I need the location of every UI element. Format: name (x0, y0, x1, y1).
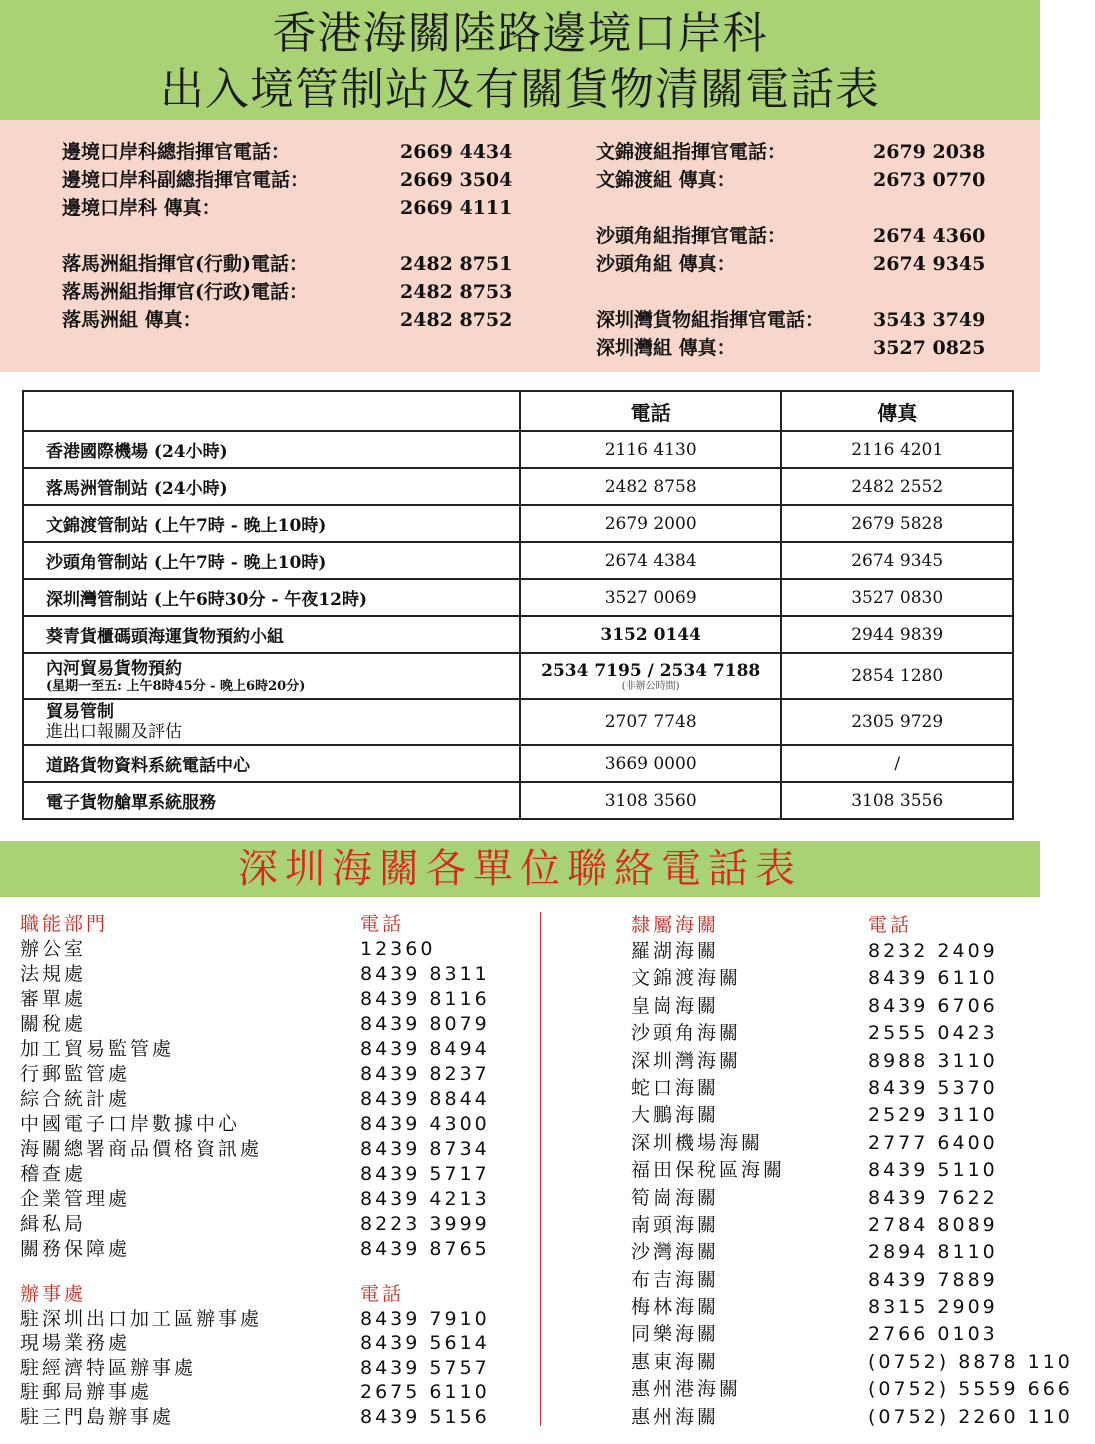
contact-label: 深圳灣組 傳真： (596, 337, 736, 359)
list-item (20, 1187, 520, 1212)
contact-label: 文錦渡組指揮官電話： (596, 141, 787, 163)
table-row (23, 653, 1013, 699)
shenzhen-title: 深圳海關各單位聯絡電話表 (238, 846, 802, 892)
row-fax: 2116 4201 (781, 431, 1013, 468)
item-name: 沙頭角海關 (631, 1022, 742, 1045)
list-item (20, 1062, 520, 1087)
item-phone: 8439 8079 (360, 1013, 490, 1035)
item-phone: 2555 0423 (868, 1022, 998, 1045)
item-phone: 8223 3999 (360, 1213, 490, 1235)
item-name: 羅湖海關 (631, 940, 720, 962)
item-phone: 12360 (360, 938, 436, 960)
row-name-sub: (星期一至五: 上午8時45分 - 晚上6時20分) (46, 678, 306, 694)
list-item (20, 1087, 520, 1112)
list-item (20, 1237, 520, 1262)
contact-label: 落馬洲組 傳真： (62, 309, 202, 331)
item-phone: (0752) 2260 110 (868, 1405, 1073, 1428)
item-phone: 2784 8089 (868, 1213, 998, 1236)
item-name: 惠東海關 (631, 1350, 720, 1373)
row-name-main: 貿易管制 (46, 702, 114, 722)
item-phone: 8439 7910 (360, 1308, 490, 1330)
item-phone: 8439 5370 (868, 1076, 998, 1099)
item-phone: 2766 0103 (868, 1323, 998, 1346)
table-header-fax: 傳真 (781, 391, 1013, 431)
row-fax: 2305 9729 (781, 699, 1013, 745)
row-name: 電子貨物艙單系統服務 (23, 782, 520, 819)
item-phone: 8439 8116 (360, 988, 490, 1010)
contact-label: 邊境口岸科副總指揮官電話： (62, 169, 310, 191)
item-phone: 8439 8494 (360, 1038, 490, 1060)
row-fax: 2482 2552 (781, 468, 1013, 505)
row-name-main: 內河貿易貨物預約 (46, 658, 182, 679)
item-phone: 8439 8311 (360, 963, 490, 985)
item-name: 海關總署商品價格資訊處 (20, 1138, 263, 1160)
contact-label: 落馬洲組指揮官(行政)電話： (62, 281, 308, 303)
item-phone: 8988 3110 (868, 1049, 998, 1072)
department-list (20, 912, 520, 1429)
item-name: 布吉海關 (631, 1268, 720, 1291)
table-row (23, 616, 1013, 653)
contact-value: 2673 0770 (873, 169, 986, 191)
list-item (20, 962, 520, 987)
list-header (631, 912, 1081, 938)
item-phone: 8439 8237 (360, 1063, 490, 1085)
row-phone-note: (非辦公時間) (621, 680, 680, 692)
list-item (631, 1048, 1081, 1075)
list-header (20, 1282, 520, 1307)
table-row (23, 431, 1013, 468)
item-phone: 8439 4300 (360, 1113, 490, 1135)
item-name: 行郵監管處 (20, 1063, 131, 1085)
row-name: 深圳灣管制站 (上午6時30分 - 午夜12時) (23, 579, 520, 616)
contact-label: 落馬洲組指揮官(行動)電話： (62, 253, 308, 275)
item-phone: 8439 5717 (360, 1163, 490, 1185)
list-item (631, 938, 1081, 965)
list-item (20, 1405, 520, 1429)
item-name: 法規處 (20, 963, 87, 985)
row-phone: 3108 3560 (520, 782, 781, 819)
row-name: 落馬洲管制站 (24小時) (23, 468, 520, 505)
contact-value: 2482 8753 (400, 281, 513, 303)
row-name: 香港國際機場 (24小時) (23, 431, 520, 468)
page-title: 香港海關陸路邊境口岸科 (272, 8, 768, 59)
contact-label: 邊境口岸科 傳真： (62, 197, 221, 219)
list-item (631, 1321, 1081, 1348)
item-name: 駐深圳出口加工區辦事處 (20, 1308, 263, 1330)
item-name: 文錦渡海關 (631, 967, 742, 990)
list-item (631, 993, 1081, 1020)
item-name: 大鵬海關 (631, 1104, 720, 1127)
row-name: 沙頭角管制站 (上午7時 - 晚上10時) (23, 542, 520, 579)
item-phone: 2675 6110 (360, 1381, 490, 1404)
table-row (23, 745, 1013, 782)
item-name: 綜合統計處 (20, 1088, 131, 1110)
row-name: 葵青貨櫃碼頭海運貨物預約小組 (23, 616, 520, 653)
list-header (20, 912, 520, 937)
list-item (631, 965, 1081, 992)
contact-value: 2674 4360 (873, 225, 986, 247)
contact-value: 3543 3749 (873, 309, 986, 331)
item-name: 現場業務處 (20, 1332, 131, 1355)
table-header-row (23, 391, 1013, 431)
row-fax: 2854 1280 (781, 653, 1013, 699)
row-phone-main: 2534 7195 / 2534 7188 (541, 660, 761, 681)
item-name: 南頭海關 (631, 1213, 720, 1236)
item-name: 緝私局 (20, 1213, 87, 1235)
row-fax: 3108 3556 (781, 782, 1013, 819)
list-item (20, 1162, 520, 1187)
row-fax: 2944 9839 (781, 616, 1013, 653)
row-phone (520, 653, 781, 699)
item-phone: 8315 2909 (868, 1296, 998, 1319)
list-item (631, 1130, 1081, 1157)
contact-value: 2669 4434 (400, 141, 513, 163)
table-header-blank (23, 391, 520, 431)
item-phone: 8439 8844 (360, 1088, 490, 1110)
row-phone: 2679 2000 (520, 505, 781, 542)
row-fax: 3527 0830 (781, 579, 1013, 616)
item-name: 深圳灣海關 (631, 1049, 742, 1072)
phone-header: 電話 (868, 914, 913, 936)
sub-header: 隸屬海關 (631, 914, 720, 936)
row-phone: 2674 4384 (520, 542, 781, 579)
table-row (23, 542, 1013, 579)
control-points-table (22, 390, 1014, 820)
row-phone: 3527 0069 (520, 579, 781, 616)
list-item (631, 1376, 1081, 1403)
item-phone: (0752) 8878 110 (868, 1350, 1073, 1373)
list-item (20, 1037, 520, 1062)
item-name: 企業管理處 (20, 1188, 131, 1210)
list-item (631, 1102, 1081, 1129)
list-item (631, 1185, 1081, 1212)
table-row (23, 782, 1013, 819)
row-name (23, 699, 520, 745)
row-fax: 2679 5828 (781, 505, 1013, 542)
item-name: 駐郵局辦事處 (20, 1381, 153, 1404)
table-row (23, 579, 1013, 616)
contact-value: 3527 0825 (873, 337, 986, 359)
phone-header: 電話 (360, 1283, 405, 1305)
item-name: 福田保稅區海關 (631, 1159, 786, 1182)
item-name: 關務保障處 (20, 1238, 131, 1260)
item-name: 惠州海關 (631, 1405, 720, 1428)
row-name: 道路貨物資料系統電話中心 (23, 745, 520, 782)
item-name: 同樂海關 (631, 1323, 720, 1346)
row-name (23, 653, 520, 699)
table-row (23, 505, 1013, 542)
item-name: 辦公室 (20, 938, 87, 960)
item-name: 加工貿易監管處 (20, 1038, 175, 1060)
item-name: 蛇口海關 (631, 1076, 720, 1099)
item-phone: 8439 5757 (360, 1356, 490, 1379)
list-item (631, 1349, 1081, 1376)
item-name: 駐三門島辦事處 (20, 1405, 175, 1428)
item-name: 中國電子口岸數據中心 (20, 1113, 241, 1135)
item-phone: (0752) 5559 666 (868, 1378, 1073, 1401)
list-item (631, 1267, 1081, 1294)
item-name: 沙灣海關 (631, 1241, 720, 1264)
item-phone: 8439 5110 (868, 1159, 998, 1182)
item-phone: 8439 6110 (868, 967, 998, 990)
row-phone: 2116 4130 (520, 431, 781, 468)
office-header: 辦事處 (20, 1283, 87, 1305)
row-phone: 2707 7748 (520, 699, 781, 745)
contact-value: 2482 8752 (400, 309, 513, 331)
item-phone: 8439 5614 (360, 1332, 490, 1355)
item-phone: 2894 8110 (868, 1241, 998, 1264)
item-name: 審單處 (20, 988, 87, 1010)
item-phone: 8439 6706 (868, 994, 998, 1017)
item-phone: 2777 6400 (868, 1131, 998, 1154)
table-header-phone: 電話 (520, 391, 781, 431)
item-name: 深圳機場海關 (631, 1131, 764, 1154)
item-name: 駐經濟特區辦事處 (20, 1356, 197, 1379)
contact-label: 沙頭角組 傳真： (596, 253, 736, 275)
list-item (20, 1212, 520, 1237)
item-phone: 8439 7622 (868, 1186, 998, 1209)
row-phone: 3669 0000 (520, 745, 781, 782)
item-name: 惠州港海關 (631, 1378, 742, 1401)
list-item (631, 1404, 1081, 1431)
list-item (631, 1157, 1081, 1184)
list-item (631, 1294, 1081, 1321)
list-item (631, 1020, 1081, 1047)
row-fax: 2674 9345 (781, 542, 1013, 579)
item-phone: 8439 8765 (360, 1238, 490, 1260)
list-item (20, 1137, 520, 1162)
list-item (631, 1212, 1081, 1239)
item-phone: 8439 5156 (360, 1405, 490, 1428)
list-item (20, 1012, 520, 1037)
contact-value: 2669 3504 (400, 169, 513, 191)
contact-value: 2482 8751 (400, 253, 513, 275)
item-name: 筍崗海關 (631, 1186, 720, 1209)
table-row (23, 699, 1013, 745)
item-name: 皇崗海關 (631, 994, 720, 1017)
list-item (20, 1356, 520, 1380)
contact-label: 文錦渡組 傳真： (596, 169, 736, 191)
list-item (20, 1112, 520, 1137)
list-item (20, 1331, 520, 1355)
column-divider (540, 912, 541, 1426)
item-phone: 8439 8734 (360, 1138, 490, 1160)
list-item (20, 987, 520, 1012)
subordinate-list (631, 912, 1081, 1431)
contact-value: 2679 2038 (873, 141, 986, 163)
item-phone: 8439 7889 (868, 1268, 998, 1291)
item-name: 稽查處 (20, 1163, 87, 1185)
hk-contacts-panel (0, 120, 1040, 372)
item-name: 梅林海關 (631, 1296, 720, 1319)
list-item (20, 937, 520, 962)
list-item (631, 1239, 1081, 1266)
contact-value: 2669 4111 (400, 197, 513, 219)
row-phone: 3152 0144 (520, 616, 781, 653)
contact-label: 邊境口岸科總指揮官電話： (62, 141, 291, 163)
item-name: 關稅處 (20, 1013, 87, 1035)
contact-label: 深圳灣貨物組指揮官電話： (596, 309, 825, 331)
row-name-sub: 進出口報關及評估 (46, 722, 182, 742)
item-phone: 8232 2409 (868, 940, 998, 962)
row-name: 文錦渡管制站 (上午7時 - 晚上10時) (23, 505, 520, 542)
list-item (20, 1307, 520, 1331)
list-item (20, 1380, 520, 1404)
contact-label: 沙頭角組指揮官電話： (596, 225, 787, 247)
item-phone: 8439 4213 (360, 1188, 490, 1210)
phone-header: 電話 (360, 913, 405, 935)
page-subtitle: 出入境管制站及有關貨物清關電話表 (160, 64, 880, 115)
contact-value: 2674 9345 (873, 253, 986, 275)
row-fax: / (781, 745, 1013, 782)
dept-header: 職能部門 (20, 913, 109, 935)
item-phone: 2529 3110 (868, 1104, 998, 1127)
list-item (631, 1075, 1081, 1102)
row-phone: 2482 8758 (520, 468, 781, 505)
table-row (23, 468, 1013, 505)
